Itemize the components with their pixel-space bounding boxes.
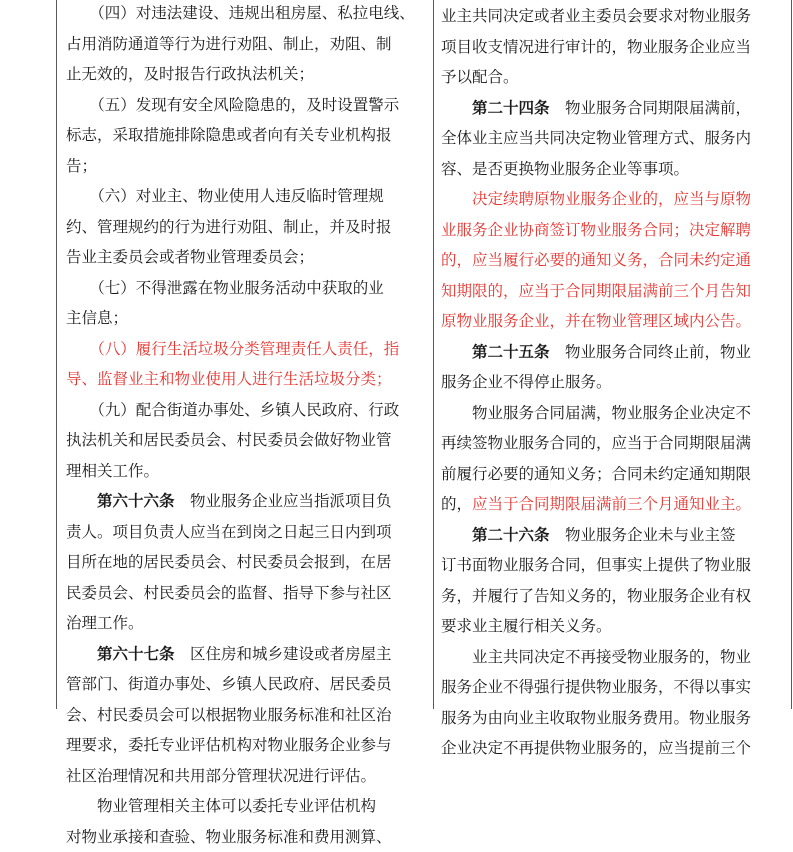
right-text-line	[441, 32, 781, 63]
line-text: 务，并履行了告知义务的，物业服务企业有权	[441, 587, 751, 605]
line-text: 主信息；	[66, 309, 128, 327]
line-text: （八）履行生活垃圾分类管理责任人责任，指	[66, 340, 399, 358]
right-text-line	[441, 245, 781, 276]
left-text-line	[66, 547, 428, 578]
left-text-line	[66, 822, 428, 852]
right-text-line	[441, 428, 781, 459]
right-text-line	[441, 642, 781, 673]
highlighted-text: 应当于合同期限届满前三个月通知业主。	[472, 495, 751, 513]
line-text: 知期限的，应当于合同期限届满前三个月告知	[441, 282, 751, 300]
line-text: 决定续聘原物业服务企业的，应当与原物	[441, 190, 751, 208]
line-text: 企业决定不再提供物业服务的，应当提前三个	[441, 739, 751, 757]
article-number: 第六十七条	[66, 644, 175, 663]
right-text-line	[441, 123, 781, 154]
line-text: 治理工作。	[66, 614, 144, 632]
line-text: 占用消防通道等行为进行劝阻、制止，劝阻、制	[66, 35, 392, 53]
right-column	[441, 1, 781, 764]
line-text: 物业服务企业未与业主签	[550, 526, 736, 544]
right-text-line	[441, 459, 781, 490]
line-text: 服务企业不得强行提供物业服务，不得以事实	[441, 678, 751, 696]
article-number: 第二十四条	[441, 98, 550, 117]
left-text-line	[66, 486, 428, 517]
line-text: （七）不得泄露在物业服务活动中获取的业	[66, 279, 384, 297]
left-text-line	[66, 700, 428, 731]
line-text: 订书面物业服务合同，但事实上提供了物业服	[441, 556, 751, 574]
right-text-line	[441, 611, 781, 642]
right-text-line	[441, 550, 781, 581]
line-text: 约、管理规约的行为进行劝阻、制止，并及时报	[66, 218, 392, 236]
line-text: 理相关工作。	[66, 462, 159, 480]
line-text: 执法机关和居民委员会、村民委员会做好物业管	[66, 431, 392, 449]
line-text: 物业服务企业应当指派项目负	[175, 492, 392, 510]
left-text-line	[66, 212, 428, 243]
right-text-line	[441, 276, 781, 307]
right-text-line	[441, 93, 781, 124]
left-text-line	[66, 517, 428, 548]
left-text-line	[66, 669, 428, 700]
line-text: 责人。项目负责人应当在到岗之日起三日内到项	[66, 523, 392, 541]
left-text-line	[66, 151, 428, 182]
left-text-line	[66, 90, 428, 121]
right-text-line	[441, 733, 781, 764]
line-text: （六）对业主、物业使用人违反临时管理规	[66, 187, 384, 205]
left-text-line	[66, 242, 428, 273]
left-text-line	[66, 578, 428, 609]
line-text: 民委员会、村民委员会的监督、指导下参与社区	[66, 584, 392, 602]
left-text-line	[66, 791, 428, 822]
line-text: 容、是否更换物业服务企业等事项。	[441, 160, 689, 178]
line-text: 予以配合。	[441, 68, 519, 86]
line-text: 要求业主履行相关义务。	[441, 617, 612, 635]
line-text: 的，	[441, 495, 472, 513]
line-text: 导、监督业主和物业使用人进行生活垃圾分类；	[66, 370, 392, 388]
line-text: 物业服务合同期限届满前，	[550, 99, 752, 117]
right-text-line	[441, 367, 781, 398]
line-text: 服务为由向业主收取物业服务费用。物业服务	[441, 709, 751, 727]
right-text-line	[441, 489, 781, 520]
left-border	[56, 0, 57, 709]
article-number: 第六十六条	[66, 491, 175, 510]
line-text: （九）配合街道办事处、乡镇人民政府、行政	[66, 401, 399, 419]
right-border	[791, 0, 792, 709]
left-text-line	[66, 608, 428, 639]
line-text: 止无效的，及时报告行政执法机关；	[66, 65, 314, 83]
left-text-line	[66, 334, 428, 365]
right-text-line	[441, 581, 781, 612]
line-text: 标志，采取措施排除隐患或者向有关专业机构报	[66, 126, 392, 144]
right-text-line	[441, 1, 781, 32]
left-text-line	[66, 395, 428, 426]
line-text: 区住房和城乡建设或者房屋主	[175, 645, 392, 663]
left-text-line	[66, 730, 428, 761]
line-text: 全体业主应当共同决定物业管理方式、服务内	[441, 129, 751, 147]
right-text-line	[441, 306, 781, 337]
left-text-line	[66, 639, 428, 670]
right-text-line	[441, 184, 781, 215]
line-text: 目所在地的居民委员会、村民委员会报到，在居	[66, 553, 392, 571]
left-text-line	[66, 273, 428, 304]
left-text-line	[66, 364, 428, 395]
left-text-line	[66, 761, 428, 792]
left-text-line	[66, 29, 428, 60]
line-text: 物业服务合同届满，物业服务企业决定不	[441, 404, 751, 422]
line-text: （五）发现有安全风险隐患的，及时设置警示	[66, 96, 399, 114]
line-text: 物业服务合同终止前，物业	[550, 343, 752, 361]
right-text-line	[441, 62, 781, 93]
right-text-line	[441, 154, 781, 185]
left-column	[66, 0, 428, 852]
line-text: 物业管理相关主体可以委托专业评估机构	[66, 797, 376, 815]
line-text: 的，应当履行必要的通知义务，合同未约定通	[441, 251, 751, 269]
line-text: 服务企业不得停止服务。	[441, 373, 612, 391]
line-text: （四）对违法建设、违规出租房屋、私拉电线、	[66, 4, 415, 22]
right-text-line	[441, 398, 781, 429]
line-text: 业主共同决定不再接受物业服务的，物业	[441, 648, 751, 666]
line-text: 业服务企业协商签订物业服务合同；决定解聘	[441, 221, 751, 239]
line-text: 对物业承接和查验、物业服务标准和费用测算、	[66, 828, 392, 846]
line-text: 原物业服务企业，并在物业管理区域内公告。	[441, 312, 751, 330]
line-text: 再续签物业服务合同的，应当于合同期限届满	[441, 434, 751, 452]
line-text: 管部门、街道办事处、乡镇人民政府、居民委员	[66, 675, 392, 693]
column-divider	[433, 0, 434, 709]
right-text-line	[441, 337, 781, 368]
right-text-line	[441, 672, 781, 703]
line-text: 理要求，委托专业评估机构对物业服务企业参与	[66, 736, 392, 754]
left-text-line	[66, 120, 428, 151]
line-text: 业主共同决定或者业主委员会要求对物业服务	[441, 7, 751, 25]
line-text: 告业主委员会或者物业管理委员会；	[66, 248, 314, 266]
article-number: 第二十六条	[441, 525, 550, 544]
left-text-line	[66, 181, 428, 212]
right-text-line	[441, 215, 781, 246]
line-text: 会、村民委员会可以根据物业服务标准和社区治	[66, 706, 392, 724]
right-text-line	[441, 520, 781, 551]
line-text: 社区治理情况和共用部分管理状况进行评估。	[66, 767, 376, 785]
left-text-line	[66, 0, 428, 29]
line-text: 告；	[66, 157, 97, 175]
article-number: 第二十五条	[441, 342, 550, 361]
left-text-line	[66, 456, 428, 487]
left-text-line	[66, 425, 428, 456]
left-text-line	[66, 303, 428, 334]
left-text-line	[66, 59, 428, 90]
right-text-line	[441, 703, 781, 734]
line-text: 项目收支情况进行审计的，物业服务企业应当	[441, 38, 751, 56]
line-text: 前履行必要的通知义务；合同未约定通知期限	[441, 465, 751, 483]
